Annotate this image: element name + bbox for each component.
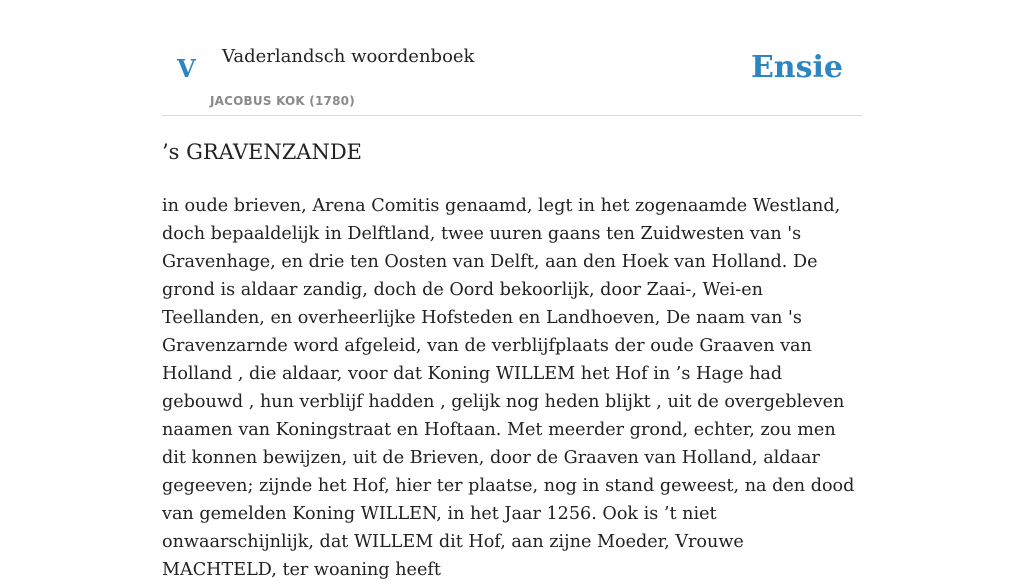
entry-title: ’s GRAVENZANDE	[162, 140, 363, 164]
ensie-logo[interactable]: Ensie	[750, 50, 843, 85]
book-title-link[interactable]: Vaderlandsch woordenboek	[222, 46, 475, 67]
book-logo[interactable]: V	[177, 54, 196, 83]
entry-body: in oude brieven, Arena Comitis genaamd, legt in het zogenaamde Westland, doch bepaaldelijk in Delftland, twee uuren gaans ten Zuidwesten van 's Gravenhage, en drie ten Oosten van Delft, aan den Hoek van Holland. De grond is aldaar zandig, doch de Oord bekoorlijk, door Zaai-, Wei-en Teellanden, en overheerlijke Hofsteden en Landhoeven, De naam van 's Gravenzarnde word afgeleid, van de verblijfplaats der oude Graaven van Holland , die aldaar, voor dat Koning WILLEM het Hof in ’s Hage had gebouwd , hun verblijf hadden , gelijk nog heden blijkt , uit de overgebleven naamen van Koningstraat en Hoftaan. Met meerder grond, echter, zou men dit konnen bewijzen, uit de Brieven, door de Graaven van Holland, aldaar gegeeven; zijnde het Hof, hier ter plaatse, nog in stand geweest, na den dood van gemelden Koning WILLEN, in het Jaar 1256. Ook is ’t niet onwaarschijnlijk, dat WILLEM dit Hof, aan zijne Moeder, Vrouwe MACHTELD, ter woaning heeft	[162, 196, 855, 580]
header	[162, 0, 862, 116]
book-author: JACOBUS KOK (1780)	[210, 94, 355, 108]
